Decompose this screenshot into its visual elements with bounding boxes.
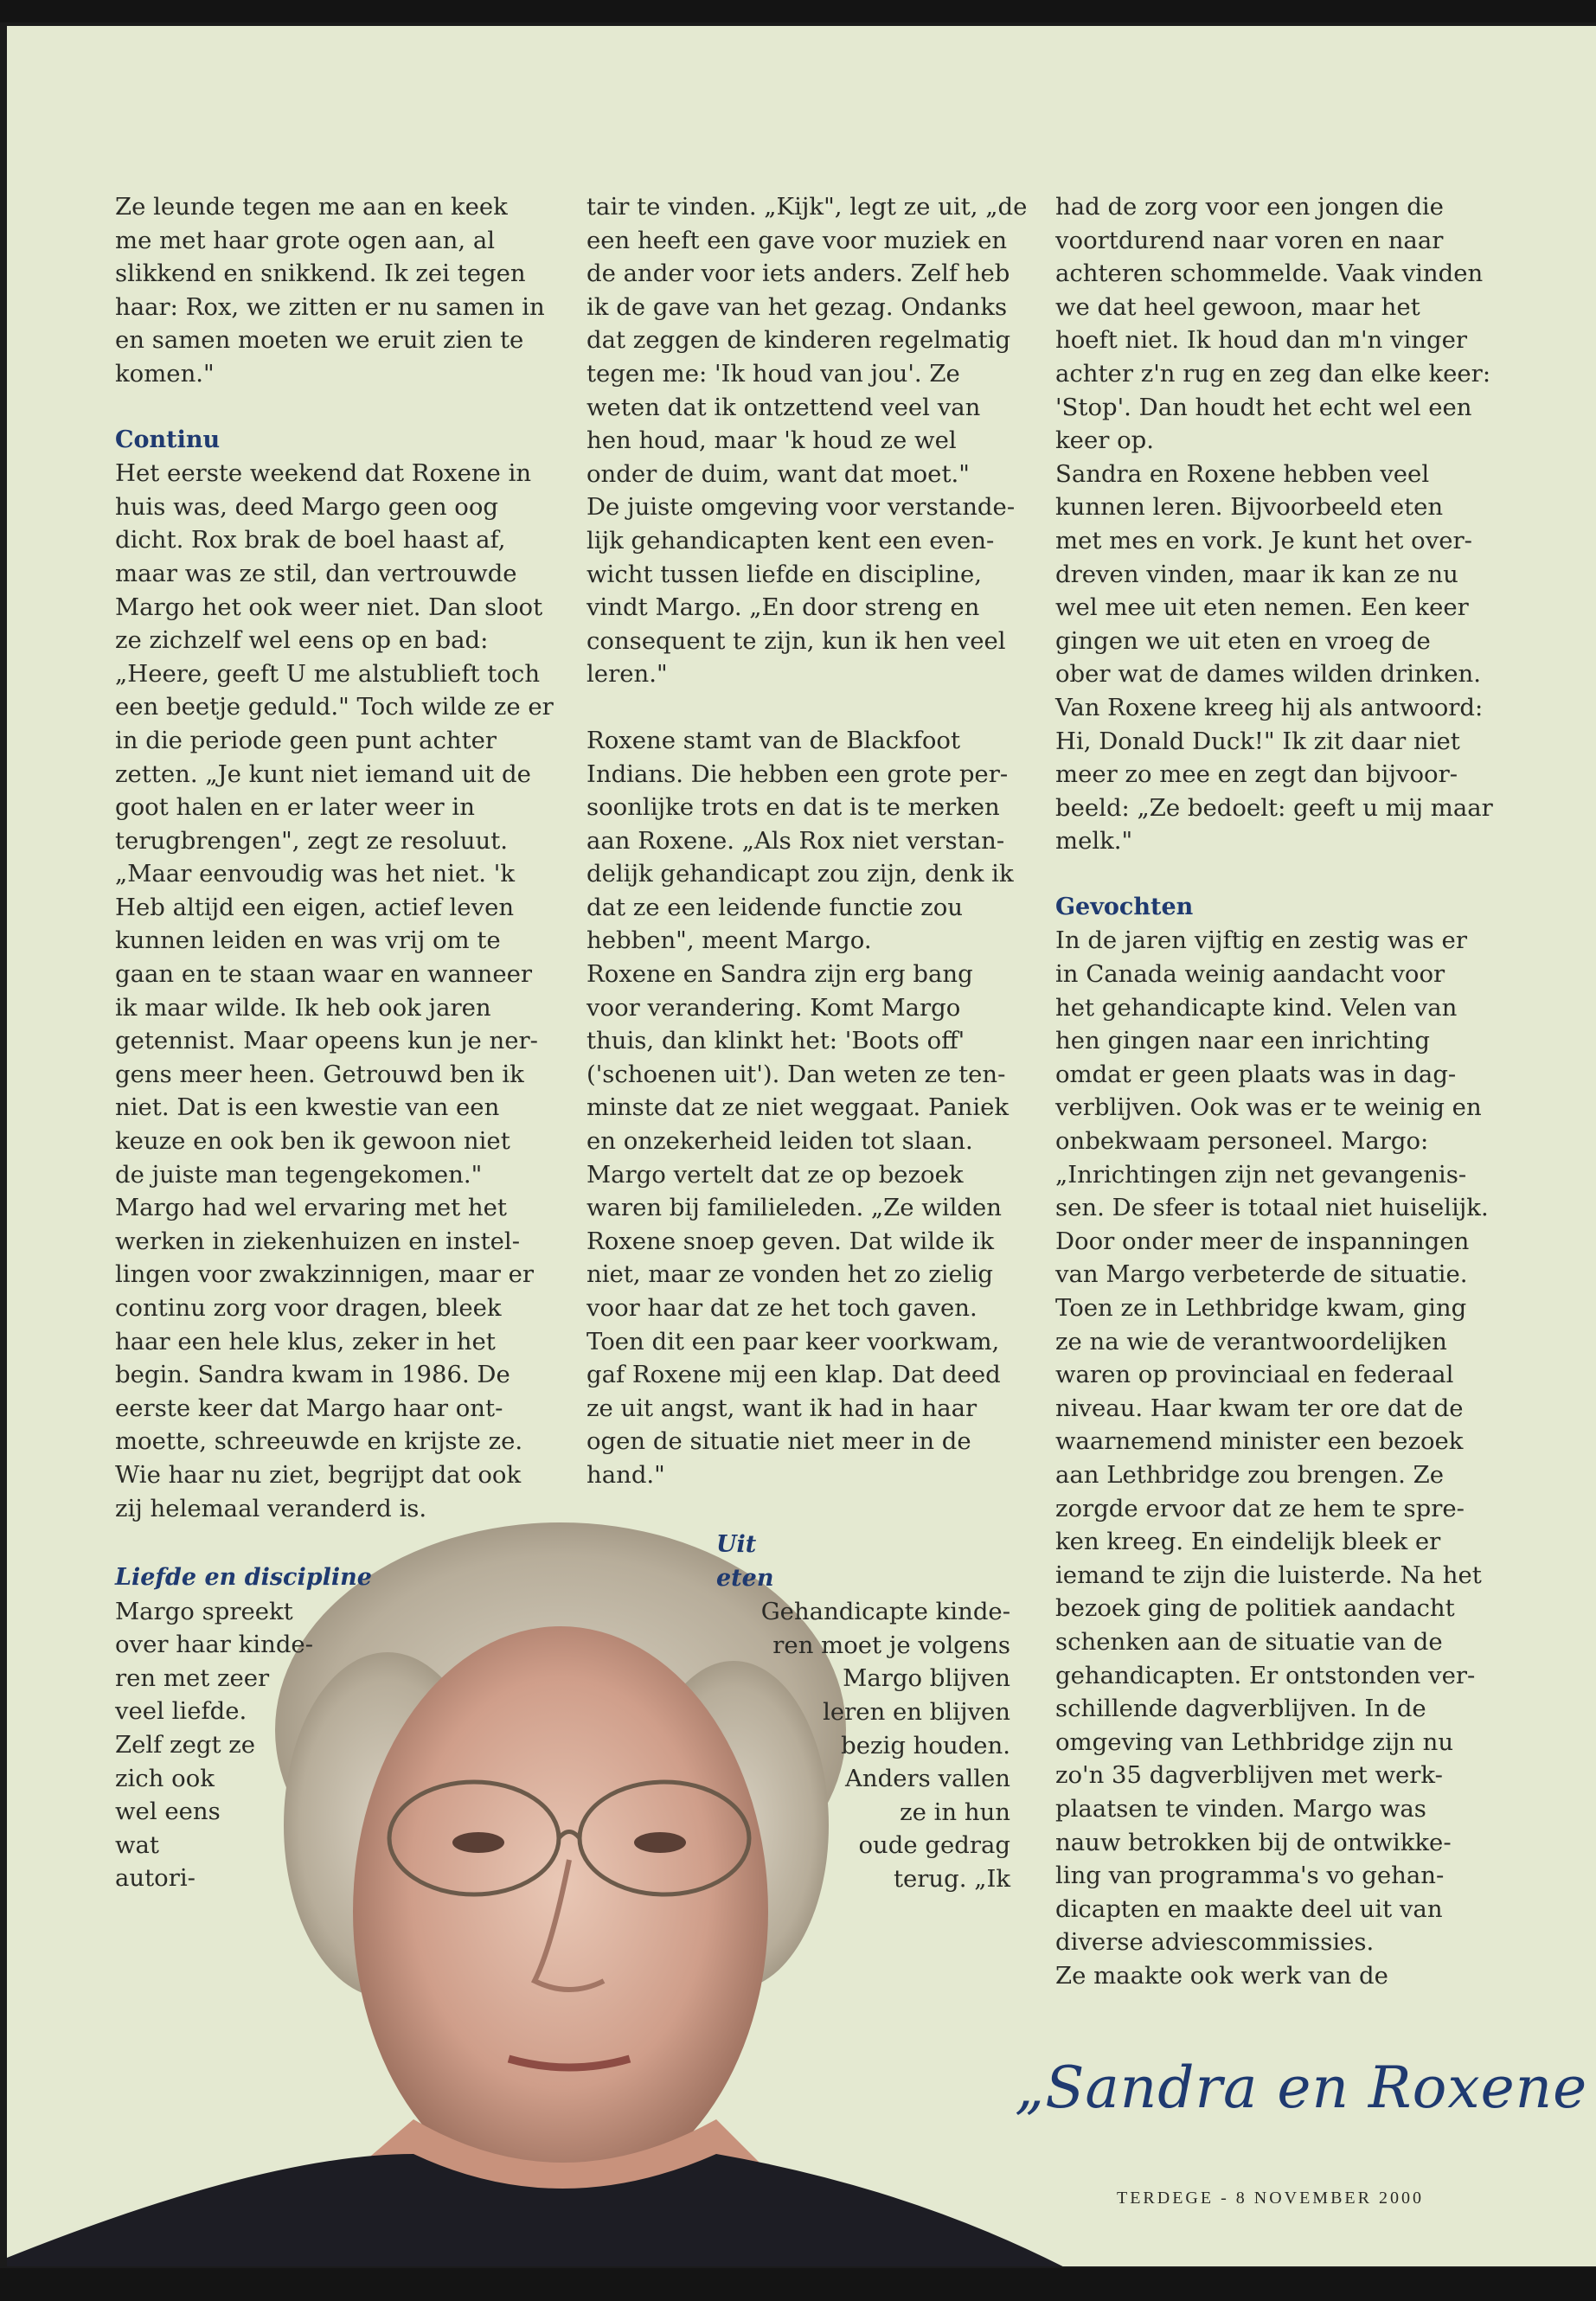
page-footer: TERDEGE - 8 NOVEMBER 2000 — [1117, 2189, 1424, 2208]
top-border — [0, 0, 1596, 22]
sidebar-liefde-en-discipline — [115, 1561, 401, 1895]
section-heading-gevochten: Gevochten — [1055, 893, 1194, 920]
section-heading-uit-eten: Uit eten — [716, 1531, 774, 1592]
paragraph: tair te vinden. „Kijk", legt ze uit, „de een heeft een gave voor muziek en de ander voor iets anders. Zelf heb ik de gave van het gezag. Ondanks dat zeggen de kinderen regelmatig tegen me: 'Ik houd van jou'. Ze weten dat ik ontzettend veel van hen houd, maar 'k houd ze wel onder de duim, want dat moet." De juiste omgeving voor verstande- lijk gehandicapten kent een even- wicht tussen liefde en discipline, vindt Margo. „En door streng en consequent te zijn, kun ik hen veel leren." — [586, 193, 1028, 689]
column-1 — [115, 190, 565, 1525]
pull-quote: „Sandra en Roxene — [1015, 2054, 1588, 2121]
paragraph: Margo spreekt over haar kinde- ren met zeer veel liefde. Zelf zegt ze zich ook wel eens wat autori- — [115, 1597, 313, 1893]
column-2 — [586, 190, 1036, 1492]
bottom-border — [0, 2268, 1596, 2301]
section-heading-continu: Continu — [115, 426, 221, 453]
paragraph: Ze leunde tegen me aan en keek me met haar grote ogen aan, al slikkend en snikkend. Ik zei tegen haar: Rox, we zitten er nu samen in en samen moeten we eruit zien te komen." — [115, 193, 545, 388]
column-3 — [1055, 190, 1497, 1992]
paragraph: had de zorg voor een jongen die voortdurend naar voren en naar achteren schommelde. Vaak vinden we dat heel gewoon, maar het hoeft niet. Ik houd dan m'n vinger achter z'n rug en zeg dan elke keer: 'Stop'. Dan houdt het echt wel een keer op. Sandra en Roxene hebben veel kunnen leren. Bijvoorbeeld eten met mes en vork. Je kunt het over- dreven vinden, maar ik kan ze nu wel mee uit eten nemen. Een keer gingen we uit eten en vroeg de ober wat de dames wilden drinken. Van Roxene kreeg hij als antwoord: Hi, Donald Duck!" Ik zit daar niet meer zo mee en zegt dan bijvoor- beeld: „Ze bedoelt: geeft u mij maar melk." — [1055, 193, 1493, 856]
sidebar-uit-eten — [664, 1529, 1010, 1896]
magazine-page — [7, 26, 1596, 2266]
section-heading-liefde: Liefde en discipline — [115, 1564, 372, 1591]
paragraph: Het eerste weekend dat Roxene in huis was, deed Margo geen oog dicht. Rox brak de boel haast af, maar was ze stil, dan vertrouwde Margo het ook weer niet. Dan sloot ze zichzelf wel eens op en bad: „Heere, geeft U me alstublieft toch een beetje geduld." Toch wilde ze er in die periode geen punt achter zetten. „Je kunt niet iemand uit de goot halen en er later weer in terugbrengen", zegt ze resoluut. „Maar eenvoudig was het niet. 'k Heb altijd een eigen, actief leven kunnen leiden en was vrij om te gaan en te staan waar en wanneer ik maar wilde. Ik heb ook jaren getennist. Maar opeens kun je ner- gens meer heen. Getrouwd ben ik niet. Dat is een kwestie van een keuze en ook ben ik gewoon niet de juiste man tegengekomen." Margo had wel ervaring met het werken in ziekenhuizen en instel- lingen voor zwakzinnigen, maar er continu zorg voor dragen, bleek haar een hele klus, zeker in het begin. Sandra kwam in 1986. De eerste keer dat Margo haar ont- moette, schreeuwde en krijste ze. Wie haar nu ziet, begrijpt dat ook zij helemaal veranderd is. — [115, 459, 554, 1522]
paragraph: Roxene stamt van de Blackfoot Indians. Die hebben een grote per- soonlijke trots en dat is te merken aan Roxene. „Als Rox niet verstan- delijk gehandicapt zou zijn, denk ik dat ze een leidende functie zou hebben", meent Margo. Roxene en Sandra zijn erg bang voor verandering. Komt Margo thuis, dan klinkt het: 'Boots off' ('schoenen uit'). Dan weten ze ten- minste dat ze niet weggaat. Paniek en onzekerheid leiden tot slaan. Margo vertelt dat ze op bezoek waren bij familieleden. „Ze wilden Roxene snoep geven. Dat wilde ik niet, maar ze vonden het zo zielig voor haar dat ze het toch gaven. Toen dit een paar keer voorkwam, gaf Roxene mij een klap. Dat deed ze uit angst, want ik had in haar ogen de situatie niet meer in de hand." — [586, 726, 1014, 1489]
paragraph: In de jaren vijftig en zestig was er in Canada weinig aandacht voor het gehandicapte kind. Velen van hen gingen naar een inrichting omdat er geen plaats was in dag- verblijven. Ook was er te weinig en onbekwaam personeel. Margo: „Inrichtingen zijn net gevangenis- sen. De sfeer is totaal niet huiselijk. Door onder meer de inspanningen van Margo verbeterde de situatie. Toen ze in Lethbridge kwam, ging ze na wie de verantwoordelijken waren op provinciaal en federaal niveau. Haar kwam ter ore dat de waarnemend minister een bezoek aan Lethbridge zou brengen. Ze zorgde ervoor dat ze hem te spre- ken kreeg. En eindelijk bleek er iemand te zijn die luisterde. Na het bezoek ging de politiek aandacht schenken aan de situatie van de gehandicapten. Er ontstonden ver- schillende dagverblijven. In de omgeving van Lethbridge zijn nu zo'n 35 dagverblijven met werk- plaatsen te vinden. Margo was nauw betrokken bij de ontwikke- ling van programma's vo gehan- dicapten en maakte deel uit van diverse adviescommissies. Ze maakte ook werk van de — [1055, 926, 1489, 1990]
paragraph: Gehandicapte kinde- ren moet je volgens Margo blijven leren en blijven bezig houden. Anders vallen ze in hun oude gedrag terug. „Ik — [760, 1598, 1010, 1893]
